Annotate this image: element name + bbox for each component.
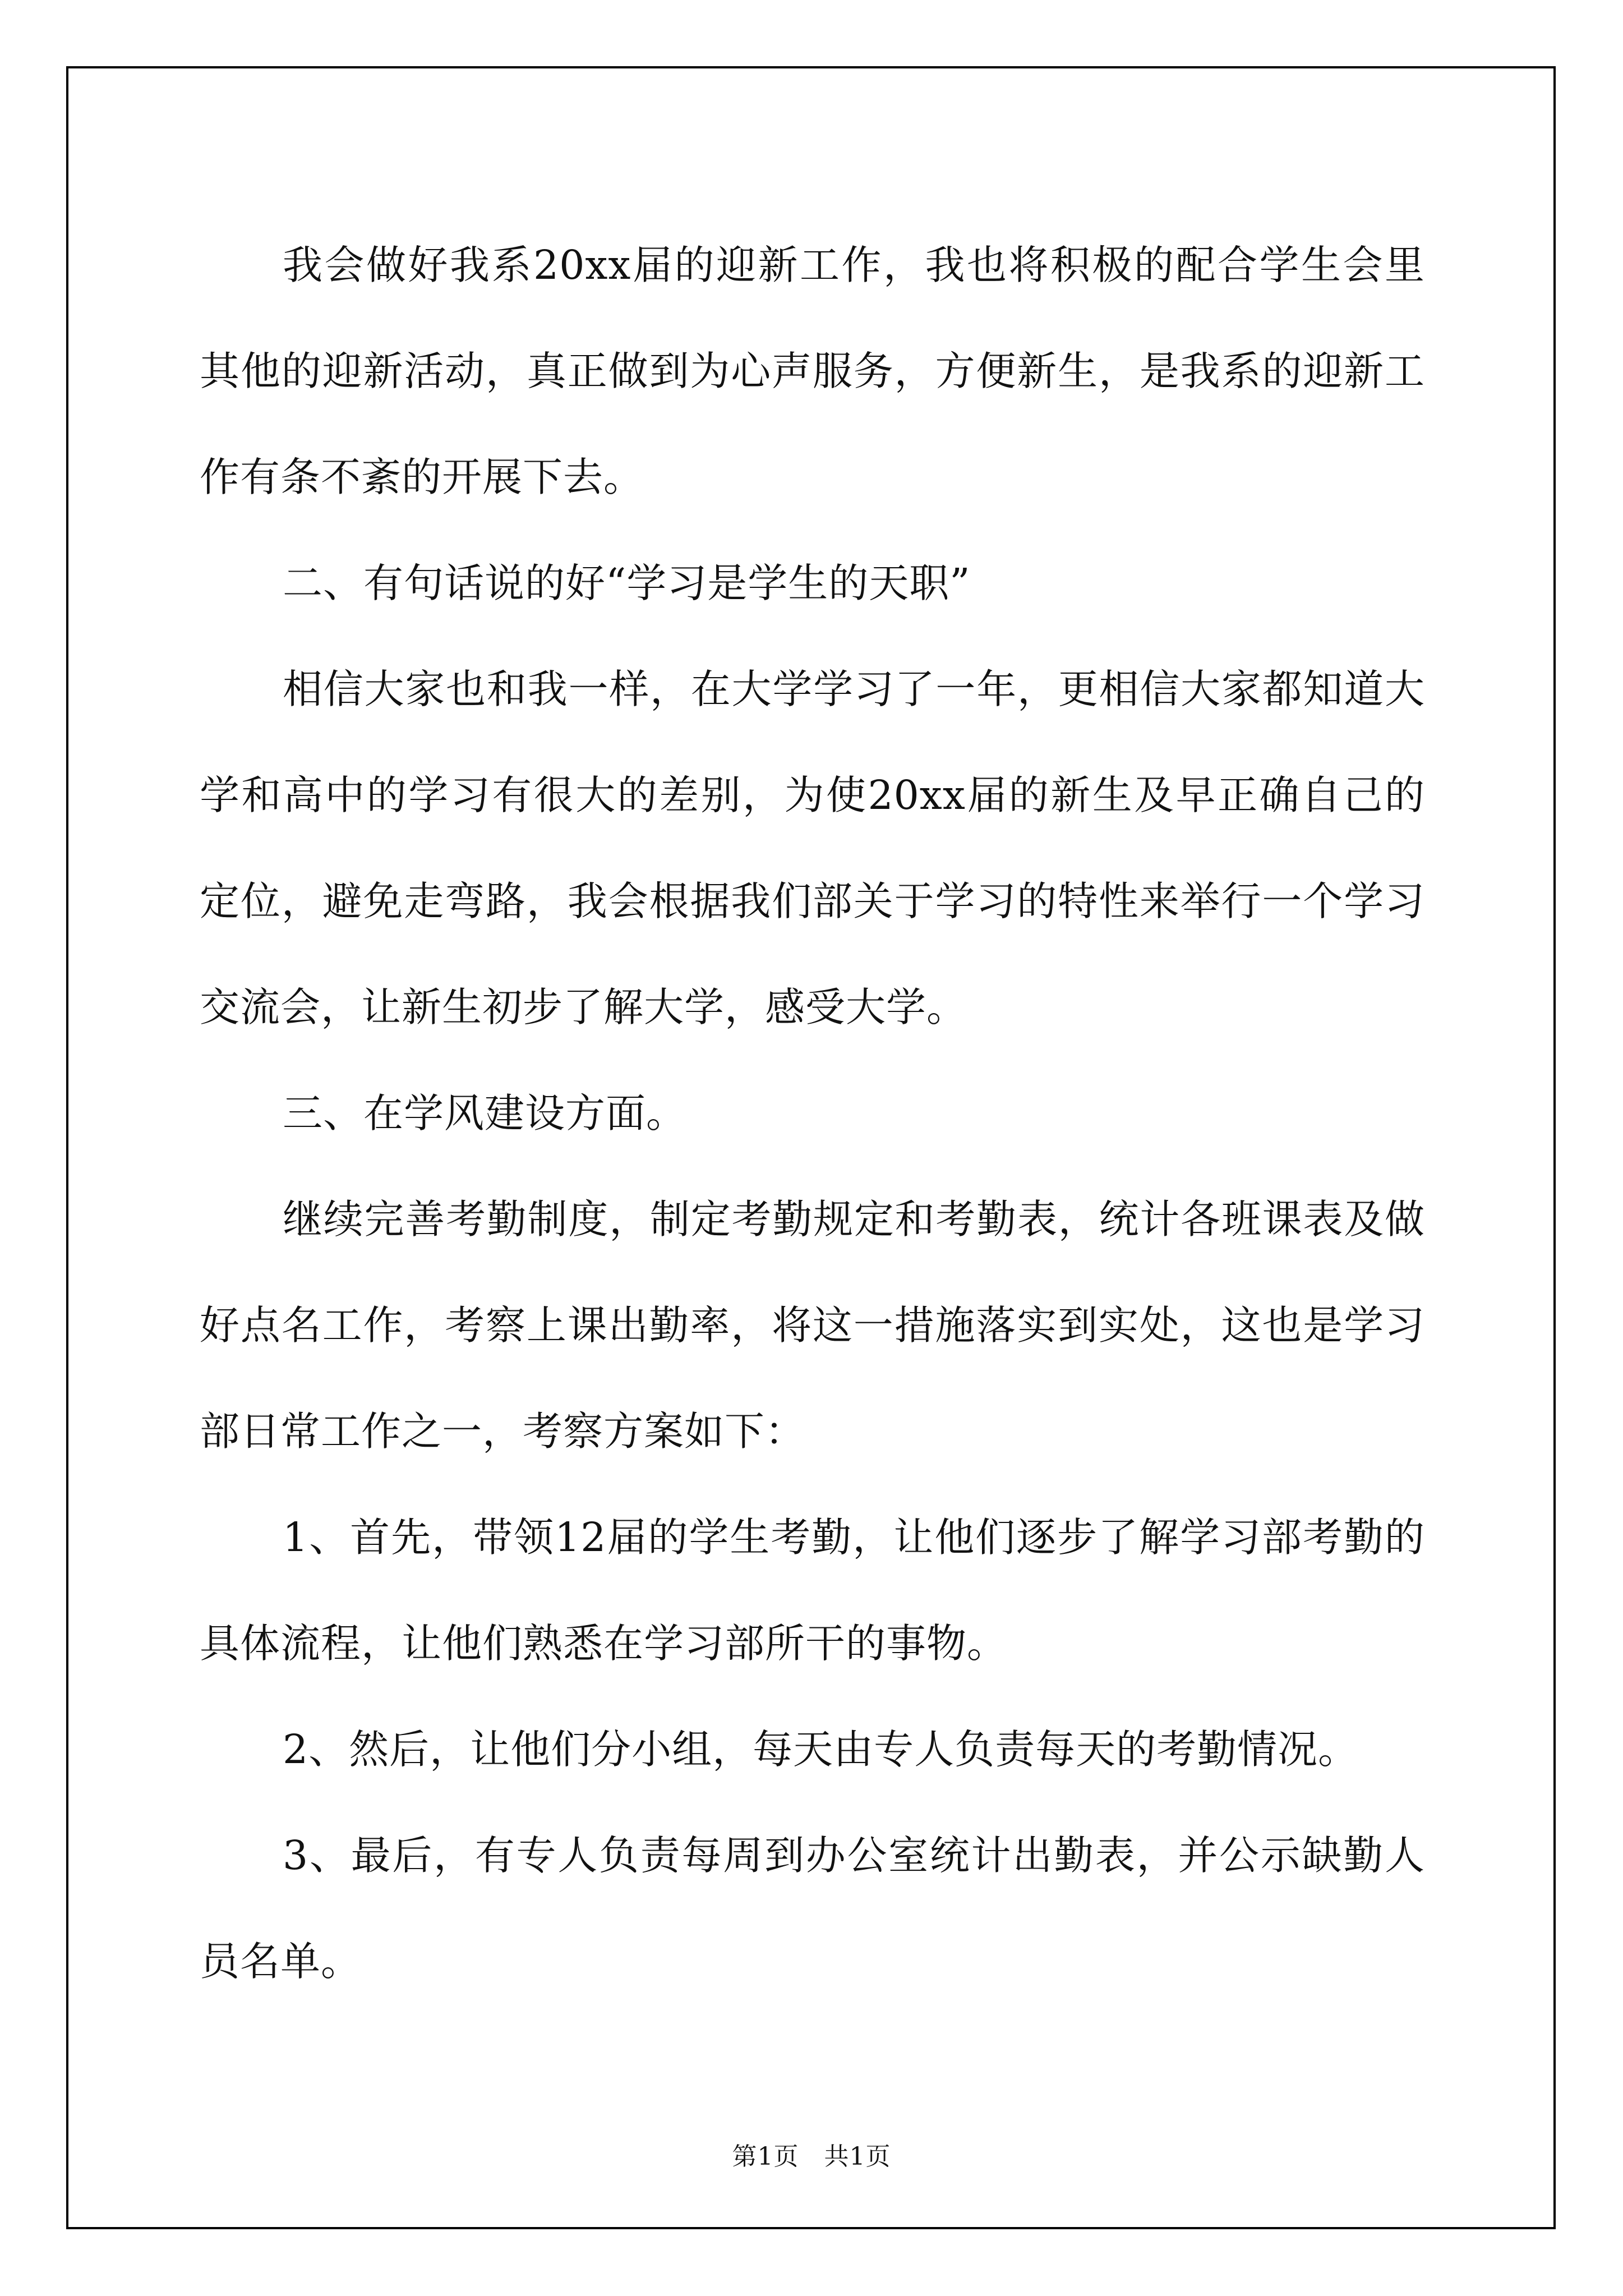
- document-body: [200, 212, 1425, 2014]
- paragraph: 二、有句话说的好“学习是学生的天职”: [283, 560, 971, 606]
- paragraph: 继续完善考勤制度，制定考勤规定和考勤表，统计各班课表及做好点名工作，考察上课出勤率，将这一措施落实到实处，这也是学习部日常工作之一，考察方案如下：: [200, 1196, 1425, 1455]
- paragraph: 1、首先，带领12届的学生考勤，让他们逐步了解学习部考勤的具体流程，让他们熟悉在学习部所干的事物。: [200, 1514, 1425, 1667]
- page-number-footer: 第1页 共1页: [732, 2142, 891, 2171]
- paragraph: 三、在学风建设方面。: [283, 1090, 687, 1137]
- paragraph: 2、然后，让他们分小组，每天由专人负责每天的考勤情况。: [283, 1726, 1359, 1773]
- paragraph: 相信大家也和我一样，在大学学习了一年，更相信大家都知道大学和高中的学习有很大的差别，为使20xx届的新生及早正确自己的定位，避免走弯路，我会根据我们部关于学习的特性来举行一个学习交流会，让新生初步了解大学，感受大学。: [200, 666, 1425, 1030]
- paragraph: 我会做好我系20xx届的迎新工作，我也将积极的配合学生会里其他的迎新活动，真正做到为心声服务，方便新生，是我系的迎新工作有条不紊的开展下去。: [200, 242, 1425, 500]
- paragraph: 3、最后，有专人负责每周到办公室统计出勤表，并公示缺勤人员名单。: [200, 1832, 1425, 1985]
